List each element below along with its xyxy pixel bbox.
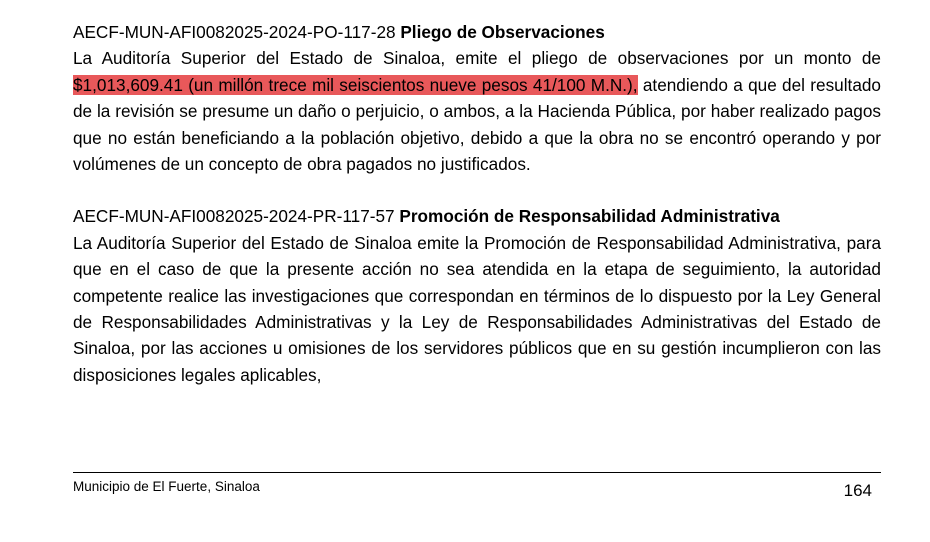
page-content <box>73 19 881 414</box>
action-title: Promoción de Responsabilidad Administrativa <box>399 206 780 227</box>
footer-divider <box>73 472 881 473</box>
section-body: La Auditoría Superior del Estado de Sinaloa emite la Promoción de Responsabilidad Administrativa, para que en el caso de que la presente acción no sea atendida en la etapa de seguimiento, la autoridad competente realice las investigaciones que correspondan en términos de lo dispuesto por la Ley General de Responsabilidades Administrativas y la Ley de Responsabilidades Administrativas del Estado de Sinaloa, por las acciones u omisiones de los servidores públicos que en su gestión incumplieron con las disposiciones legales aplicables, <box>73 232 881 385</box>
section-pliego-observaciones <box>73 19 881 177</box>
action-code: AECF-MUN-AFI0082025-2024-PR-117-57 <box>73 206 395 227</box>
body-text-after: atendiendo a que del resultado de la revisión se presume un daño o perjuicio, o ambos, a la Hacienda Pública, por haber realizado pagos que no están beneficiando a la población objetivo, debido a que la obra no se encontró operando y por volúmenes de un concepto de obra pagados no justificados. <box>73 74 881 175</box>
page-number: 164 <box>843 481 872 500</box>
action-code: AECF-MUN-AFI0082025-2024-PO-117-28 <box>73 22 396 42</box>
action-title: Pliego de Observaciones <box>400 22 605 42</box>
section-body <box>73 45 881 177</box>
section-heading <box>73 19 881 45</box>
section-heading <box>73 203 881 229</box>
footer-municipality: Municipio de El Fuerte, Sinaloa <box>73 479 260 494</box>
section-promocion-responsabilidad <box>73 203 881 388</box>
highlighted-amount: $1,013,609.41 (un millón trece mil seiscientos nueve pesos 41/100 M.N.), <box>73 74 638 95</box>
body-text-before: La Auditoría Superior del Estado de Sinaloa, emite el pliego de observaciones por un monto de <box>73 48 881 69</box>
